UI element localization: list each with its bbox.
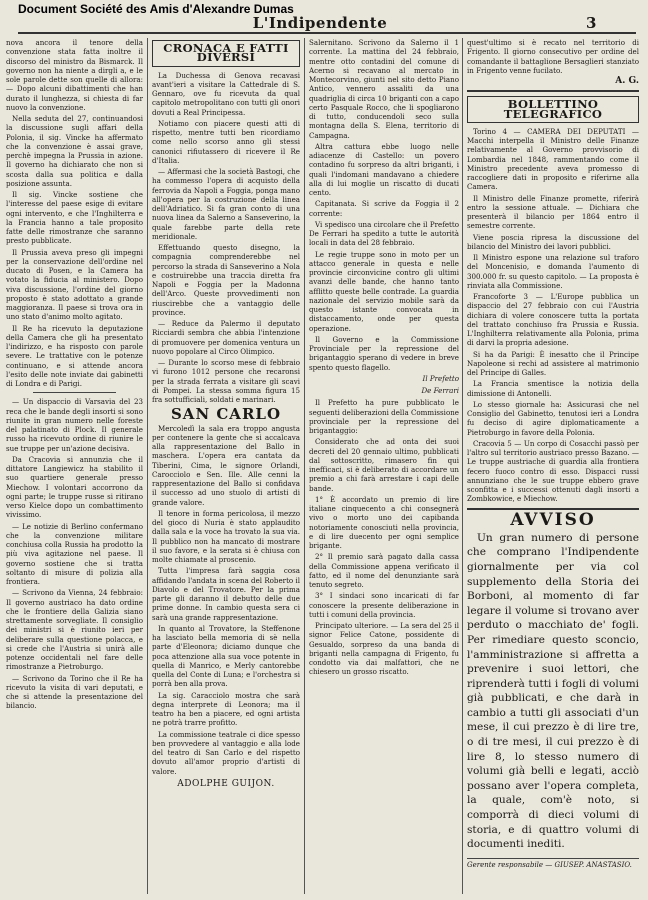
paragraph: quest'ultimo si è recato nel territorio di Frigento. Il giorno consecutivo per ordine del comandante il battaglione Bersaglieri stanziato in Frigento venne fucilato. (467, 38, 639, 75)
paragraph: La sig. Caracciolo mostra che sarà degna interprete di Leonora; ma il teatro ha ben a piacere, ed ogni artista ne potrà trarre profitto. (152, 690, 300, 728)
watermark: Document Société des Amis d'Alexandre Dumas (18, 2, 294, 16)
masthead-rule (18, 32, 636, 34)
paragraph: 2° Il premio sarà pagato dalla cassa della Commissione appena verificato il fatto, ed il nome del denunziante sarà tenuto segreto. (309, 552, 459, 589)
paragraph: Tutta l'impresa farà saggia cosa affidando l'andata in scena del Roberto il Diavolo e del Trovatore. Per la prima parte gli daranno il debutto delle due prime donne. In cambio questa sera ci sarà una grande rappresentazione. (152, 566, 300, 622)
footer-gerente: Gerente responsabile — GIUSEP. ANASTASIO. (467, 858, 639, 870)
paragraph: Torino 4 — CAMERA DEI DEPUTATI — Macchi interpella il Ministro delle Finanze relativamente al Governo provvisorio di Lombardia nel 1848, rammentando come il Ministro precedente aveva promesso di raccogliere dati in proposito e riferirne alla Camera. (467, 126, 639, 192)
paragraph: 3° I sindaci sono incaricati di far conoscere la presente deliberazione in tutti i comuni della provincia. (309, 591, 459, 619)
paragraph: Da Cracovia si annunzia che il dittatore Langiewicz ha stabilito il suo quartiere generale presso Miechow. I volontari accorrono da ogni parte; le truppe russe si ritirano verso Kielce dopo un combattimento vivissimo. (6, 454, 143, 520)
paragraph: La Duchessa di Genova recavasi avant'ieri a visitare la Cattedrale di S. Gennaro, ove fu ricevuta da qual capitolo metropolitano con tutti gli onori dovuti a Real Principessa. (152, 70, 300, 117)
section-title-san-carlo: SAN CARLO (170, 405, 282, 424)
paragraph: Vi spedisco una circolare che il Prefetto De Ferrari ha spedito a tutte le autorità locali in data del 28 febbraio. (309, 219, 459, 248)
paragraph: Altra cattura ebbe luogo nelle adiacenze di Castello: un povero contadino fu sorpreso da altri briganti, i quali l'indomani mandavano a chiedere alla di lui moglie un riscatto di ducati cento. (309, 141, 459, 197)
paragraph: — Scrivono da Torino che il Re ha ricevuto la visita di vari deputati, e che si attende la presentazione del bilancio. (6, 673, 143, 711)
paragraph: nova ancora il tenore della convenzione stata fatta inoltre il discorso del ministro da Bismarck. Il governo non ha niente a dirgli a, e le sole parole dette son quelle di allora: — Dopo alcuni dibattimenti che han durato il lunghezza, si chiesta di far nuovo la convenzione. (6, 38, 143, 112)
signature: ADOLPHE GUIJON. (177, 778, 275, 789)
paragraph: — Affermasi che la società Bastogi, che ha commesso l'opera di acquisto della ferrovia da Napoli a Foggia, ponga mano all'opera per la costruzione della linea dell'Adriatico. Si fa gran conto di una nuova linea da Salerno a Sanseverino, la quale farebbe parte della rete meridionale. (152, 167, 300, 241)
paragraph: Francoforte 3 — L'Europe pubblica un dispaccio del 27 febbraio con cui l'Austria dichiara di volere conoscere tutta la portata del trattato conchiuso fra Prussia e Russia. L'Inghilterra relativamente alla Polonia, prima di darvi la propria adesione. (467, 292, 639, 348)
avviso-title: AVVISO (510, 509, 596, 530)
paragraph: In quanto al Trovatore, la Steffenone ha lasciato bella memoria di sè nella parte d'Eleonora; diciamo dunque che poca attenzione alla sua voce potente in quella di Manrico, e Merly cantorebbe quella del Conte di Luna; e l'orchestra si porrà ben alla prova. (152, 623, 300, 689)
paragraph: Il Ministro delle Finanze promette, riferirà entro la sessione attuale. — Dichiara che presenterà il bilancio per 1864 entro il semestre corrente. (467, 193, 639, 231)
paragraph: Il tenore in forma pericolosa, il mezzo del gioco di Nuria è stato applaudito dalla sala e la voce ha trovato la sua via. Il pubblico non ha mancato di mostrare il suo favore, e la serata si è chiusa con molte chiamate al proscenio. (152, 508, 300, 564)
column-divider (147, 38, 148, 894)
masthead: L'Indipendente (252, 14, 388, 32)
paragraph: Mercoledì la sala era troppo angusta per contenere la gente che si accalcava alla rappresentazione del Ballo in maschera. L'opera era cantata da Tiberini, Cima, le signore Orlandi, Carocciolo e Sen. Ille. Alle cenni la rappresentazione del Ballo si confidava il successo ad uno stuolo di artisti di grande valore. (152, 423, 300, 507)
paragraph: Un gran numero di persone che comprano l'Indipendente giornalmente per via col supplemento della Storia dei Borboni, al momento di far legare il volume si trovano aver perduto o macchiato de' fogli. Per rimediare questo sconcio, l'amministrazione si affretta a prevenire i suoi lettori, che riprenderà tutti i fogli di volumi già pubblicati, e che darà in cambio a tutti gli associati d'un mese, il cui prezzo è di lire tre, o di tre mesi, il cui prezzo è di lire 8, lo stesso numero di volumi già belli e legati, acciò possano aver l'opera completa, la quale, com'è noto, si comporrà di dieci volumi di storia, e di quattro volumi di documenti inediti. (467, 531, 639, 851)
paragraph: Considerato che ad onta dei suoi decreti del 20 gennaio ultimo, pubblicati dal sottoscritto, rimasero fin qui inefficaci, si è deliberato di accordare un premio a chi farà arrestare i capi delle bande. (309, 437, 459, 493)
avviso-body (467, 531, 639, 852)
paragraph: — Reduce da Palermo il deputato Ricciardi sembra che abbia l'intenzione di promuovere per domenica ventura un nuovo popolare al Circo Olimpico. (152, 319, 300, 356)
paragraph: — Un dispaccio di Varsavia del 23 reca che le bande degli insorti si sono riunite in gran numero nelle foreste del palatinato di Plock. Il generale russo ha ricevuto ordine di riunire le sue truppe per un'azione decisiva. (6, 397, 143, 453)
paragraph: Salernitano. Scrivono da Salerno il 1 corrente. La mattina del 24 febbraio, mentre otto contadini del comune di Acerno si recavano al mercato in Montecorvino, giunti nel sito detto Piano Antico, vennero assaliti da una quadriglia di circa 10 briganti con a capo certo Pasquale Rocco, che li spogliarono di tutto, conducendoli seco sulla montagna della S. Elena, territorio di Campagna. (309, 38, 459, 140)
paragraph: Il Prefetto ha pure pubblicato le seguenti deliberazioni della Commissione provinciale per la repressione del brigantaggio: (309, 398, 459, 435)
separator (467, 90, 639, 92)
paragraph: — Durante lo scorso mese di febbraio vi furono 1012 persone che recaronsi per la strada ferrata a visitare gli scavi di Pompei. La stessa somma figura 15 fra sottufficiali, soldati e marinari. (152, 358, 300, 404)
paragraph: Notiamo con piacere questi atti di rispetto, mentre tutti ben ricordiamo come nello scorso anno gli stessi canonici rifiutassero di ricevere il Re d'Italia. (152, 118, 300, 165)
column-divider (462, 38, 463, 894)
paragraph: Lo stesso giornale ha: Assicurasi che nel Consiglio del Gabinetto, tenutosi ieri a Londra fu deciso di agire diplomaticamente a Pietroburgo in favore della Polonia. (467, 399, 639, 437)
paragraph: Effettuando questo disegno, la compagnia comprenderebbe nel percorso la strada di Sanseverino a Nola e costruirebbe una traccia diretta fra Napoli e Foggia per la Madonna dell'Arco. Queste provvedimenti non riuscirebbe che a vantaggio delle province. (152, 243, 300, 317)
paragraph: Cracovia 5 — Un corpo di Cosacchi passò per l'altro sul territorio austriaco presso Bazano. — Le truppe austriache di guardia alla frontiera fecero fuoco contro di esso. Dispacci russi annunziano che le sue truppe ebbero grave sconfitta e i successi ottenuti dagli insorti a Zombkowice, e Miechow. (467, 438, 639, 504)
section-heading-cronaca: CRONACA E FATTI DIVERSI (152, 40, 300, 67)
paragraph: Il Ministro espone una relazione sul traforo del Moncenisio, e domanda l'aumento di 300.000 fr. su questo capitolo. — La proposta è rinviata alla Commissione. (467, 253, 639, 290)
section-heading-bollettino: BOLLETTINO TELEGRAFICO (467, 96, 639, 123)
column-divider (304, 38, 305, 894)
paragraph: La commissione teatrale ci dice spesso ben provvedere al vantaggio e alla lode del teatro di San Carlo e del rispetto dovuto all'amor proprio d'artisti di valore. (152, 729, 300, 776)
column-2 (152, 38, 300, 894)
paragraph: Capitanata. Si scrive da Foggia il 2 corrente: (309, 199, 459, 218)
paragraph: Principato ulteriore. — La sera del 25 il signor Felice Catone, possidente di Gesualdo, sorpreso da una banda di briganti nella campagna di Frigento, fu condotto via dai malfattori, che ne chiesero un grosso riscatto. (309, 621, 459, 677)
paragraph: — Le notizie di Berlino confermano che la convenzione militare conchiusa colla Russia ha prodotto la più viva agitazione nel paese. Il governo sostiene che si tratta soltanto di misure di polizia alla frontiera. (6, 521, 143, 586)
paragraph: Il Re ha ricevuto la deputazione della Camera che gli ha presentato l'indirizzo, e ha risposto con parole severe. Le trattative con le potenze continuano, e si attende ancora l'esito delle note inviate dai gabinetti di Londra e di Parigi. (6, 323, 143, 388)
signature-title: Il Prefetto (422, 373, 459, 383)
column-4 (467, 38, 639, 894)
paragraph: La Francia smentisce la notizia della dimissione di Antonelli. (467, 379, 639, 398)
signature: A. G. (615, 76, 639, 86)
paragraph: Si ha da Parigi: È inesatto che il Principe Napoleone si rechi ad assistere al matrimonio del Principe di Galles. (467, 349, 639, 377)
paragraph: Il Prussia aveva preso gli impegni per la conservazione dell'ordine nel ducato di Posen, e la Camera ha votato la fiducia al ministero. Dopo viva discussione, l'ordine del giorno proposto è stato adottato a grande maggioranza. Il paese si trova ora in uno stato d'animo molto agitato. (6, 247, 143, 322)
paragraph: 1° È accordato un premio di lire italiane cinquecento a chi consegnerà vivo o morto uno dei capibanda notoriamente conosciuti nella provincia, e di lire duecento per ogni semplice brigante. (309, 494, 459, 550)
separator (33, 392, 115, 393)
paragraph: — Scrivono da Vienna, 24 febbraio: Il governo austriaco ha dato ordine che le frontiere della Galizia siano strettamente sorvegliate. Il consiglio dei ministri si è riunito ieri per deliberare sulla questione polacca, e si crede che l'Austria si unirà alle potenze occidentali nel fare delle rimostranze a Pietroburgo. (6, 588, 143, 672)
column-3 (309, 38, 459, 894)
paragraph: Viene poscia ripresa la discussione del bilancio del Ministro dei lavori pubblici. (467, 232, 639, 251)
paragraph: Le regie truppe sono in moto per un attacco generale in questa e nelle provincie circonvicine contro gli ultimi avanzi delle bande, che hanno tanto afflitto queste belle contrade. La guardia nazionale del servizio mobile sarà da questo istante convocata in distaccamento, onde per questa operazione. (309, 249, 459, 333)
signature-name: De Ferrari (421, 386, 459, 395)
paragraph: Il Governo e la Commissione Provinciale per la repressione del brigantaggio sperano di vedere in breve spento questo flagello. (309, 334, 459, 372)
column-1 (6, 38, 143, 894)
page-number: 3 (586, 14, 597, 32)
paragraph: Il sig. Vincke sostiene che l'interesse del paese esige di evitare ogni intervento, e che l'Inghilterra e la Francia hanno a tale proposito fatte delle rimostranze che saranno presto pubblicate. (6, 190, 143, 246)
paragraph: Nella seduta del 27, continuandosi la discussione sugli affari della Polonia, il sig. Vincke ha affermato che la convenzione è assai grave, perchè impegna la Prussia in azione. Il governo ha dichiarato che non si scosta dalla sua politica e dalla posizione assunta. (6, 114, 143, 188)
